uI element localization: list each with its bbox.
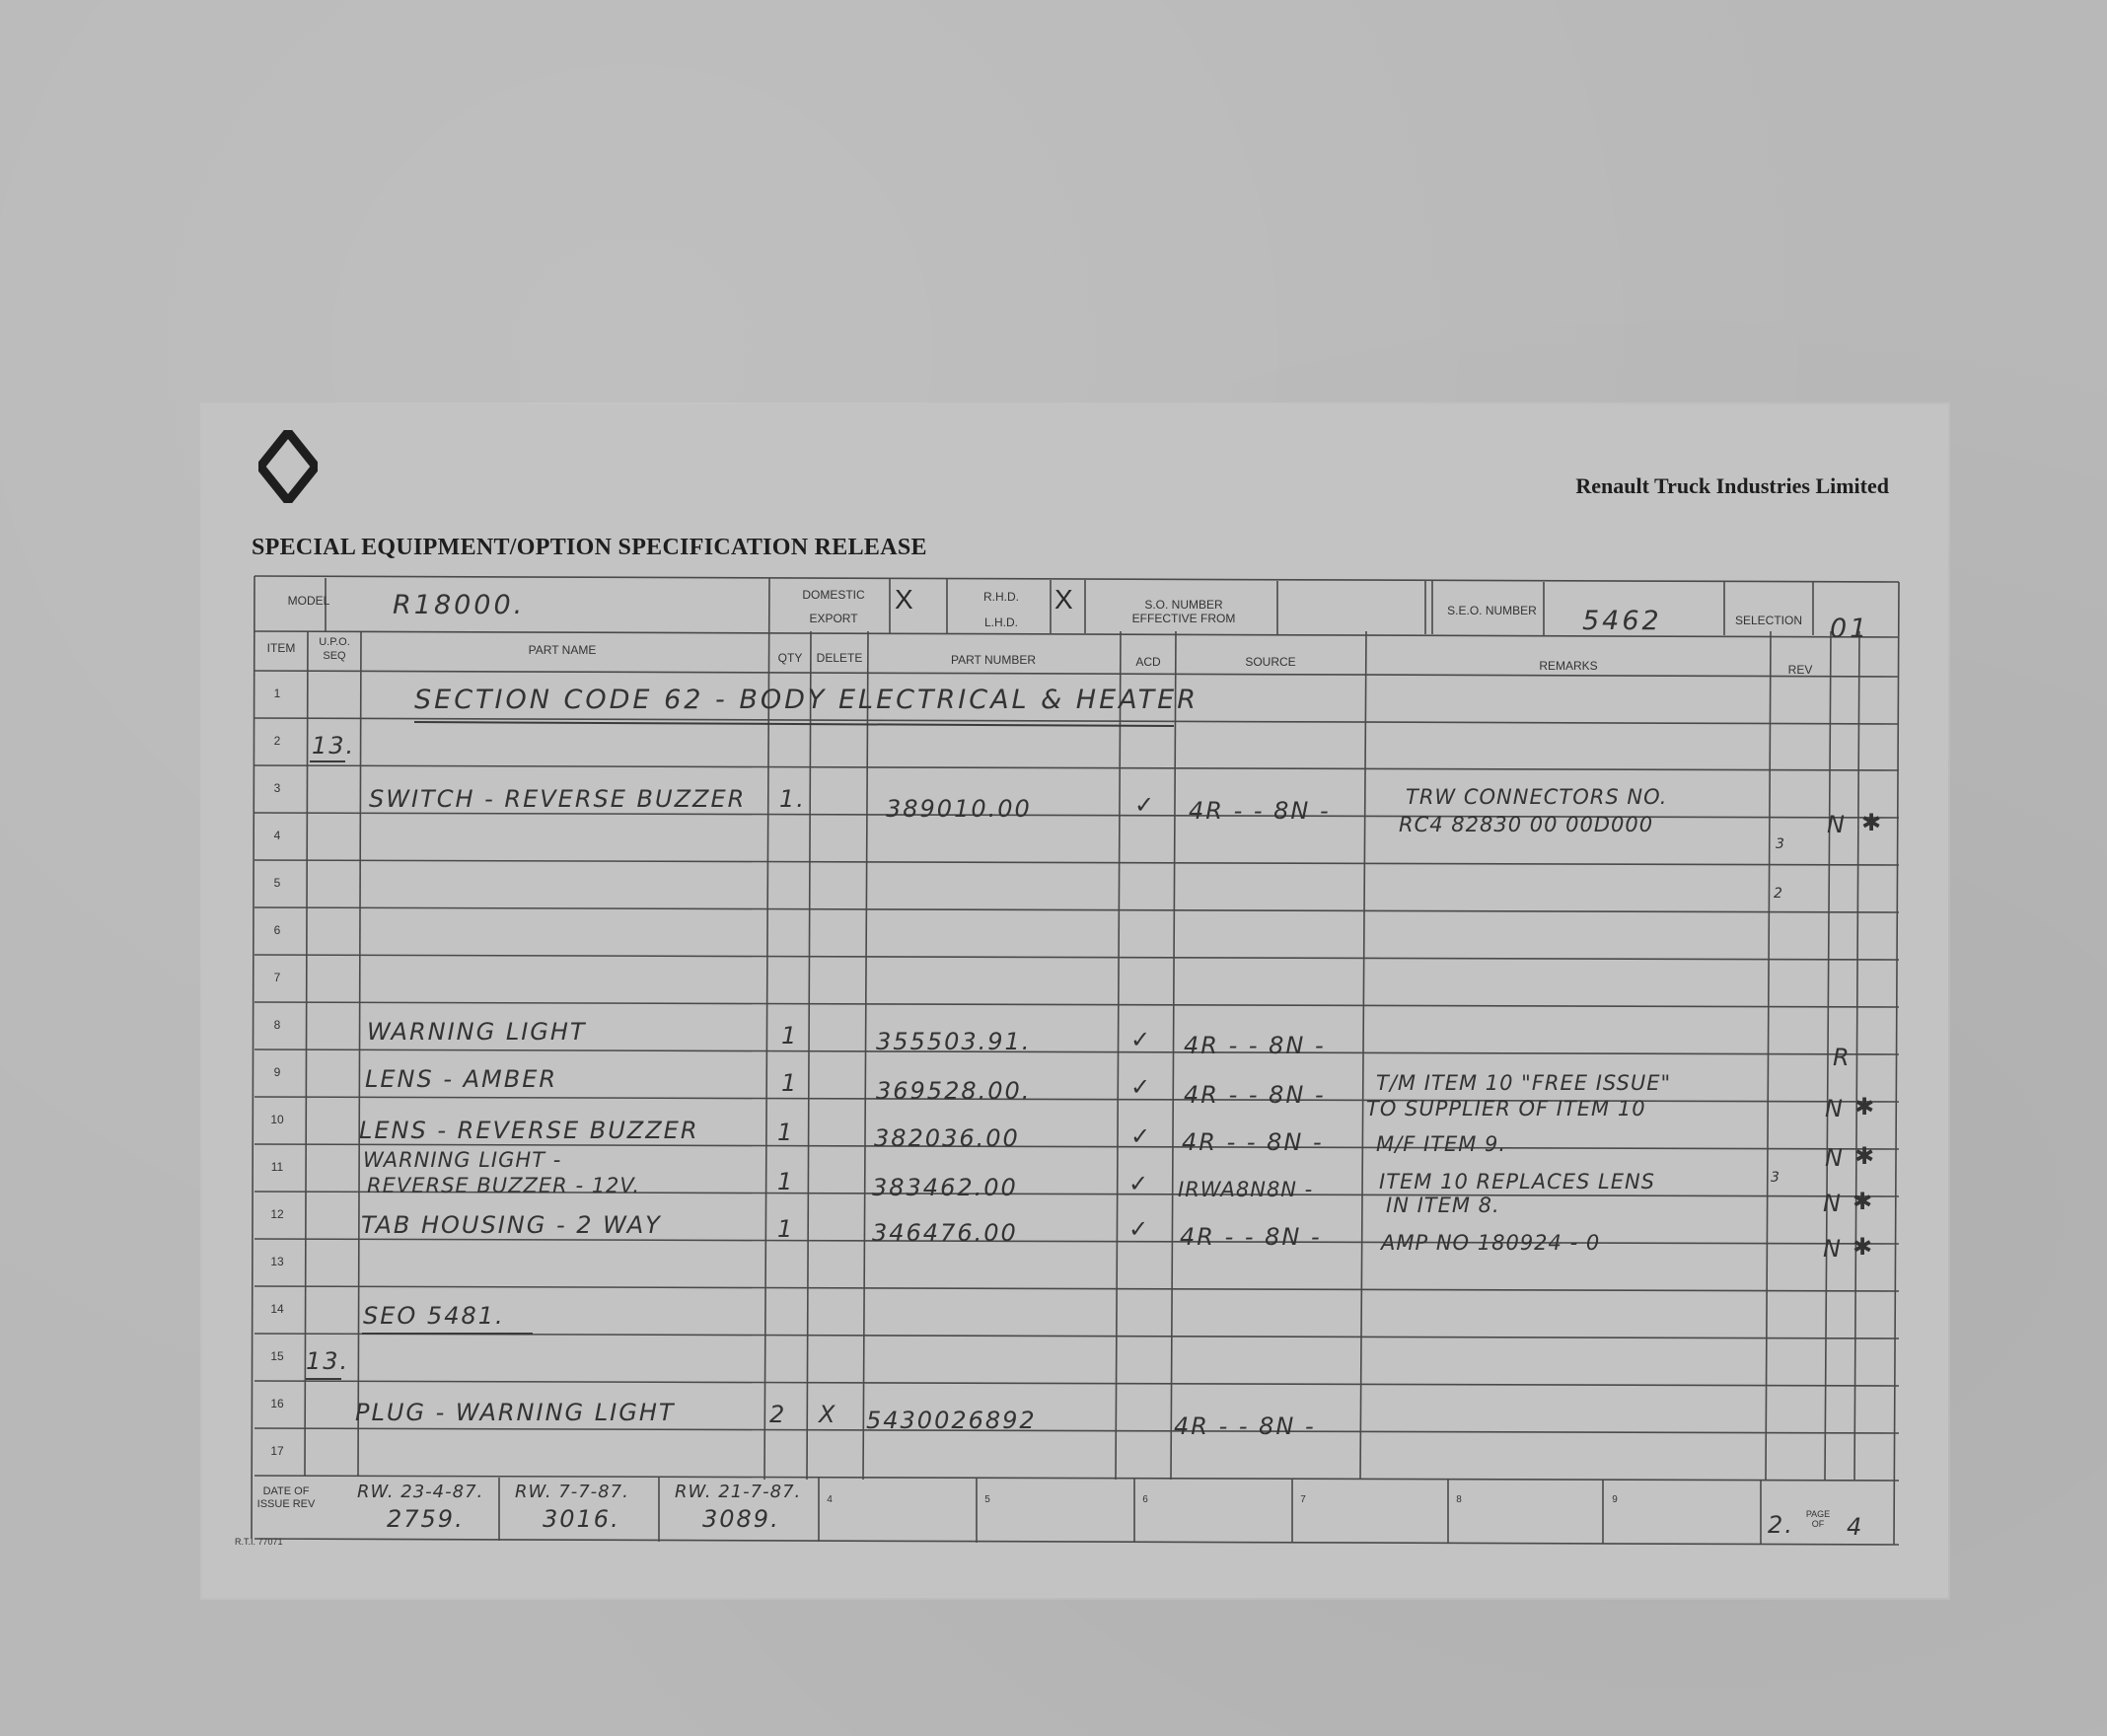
part-number-value: 355503.91. [876,1028,1032,1055]
qty-value: 1 [777,1215,795,1243]
source-value: 4R - - 8N - [1189,797,1331,825]
col-qty: QTY [777,651,803,665]
remarks-value: IN ITEM 8. [1386,1194,1500,1217]
part-name: LENS - AMBER [365,1065,558,1093]
remarks-value: AMP NO 180924 - 0 [1381,1231,1601,1255]
row-number: 15 [270,1349,284,1363]
label-domestic: DOMESTIC [802,588,865,602]
row-number: 13 [270,1255,284,1268]
star-mark: ✱ [1853,1188,1875,1215]
slot-number: 9 [1612,1494,1618,1505]
part-number-value: 346476.00 [872,1219,1018,1247]
acd-check: ✓ [1128,1215,1151,1243]
qty-value: 2 [769,1401,787,1428]
qty-value: 1. [779,785,806,813]
qty-value: 1 [781,1069,799,1097]
slot-number: 8 [1456,1494,1462,1505]
star-mark: ✱ [1854,1142,1877,1170]
acd-check: ✓ [1134,791,1157,819]
source-value: 4R - - 8N - [1184,1081,1326,1109]
source-value: 4R - - 8N - [1182,1128,1324,1156]
label-lhd: L.H.D. [983,615,1018,629]
remarks-value: RC4 82830 00 00D000 [1399,813,1654,836]
qty-value: 1 [781,1022,799,1049]
part-number-value: 5430026892 [866,1407,1037,1434]
section-title: SECTION CODE 62 - BODY ELECTRICAL & HEATER [414,685,1199,715]
col-rev: REV [1787,663,1813,677]
col-acd: ACD [1135,655,1161,669]
form-code: R.T.I. 77071 [235,1537,283,1547]
rev-mark: 2 [1774,886,1783,902]
rev-flag-2: N [1823,1235,1843,1263]
part-name: PLUG - WARNING LIGHT [355,1399,676,1426]
col-part-name: PART NAME [528,643,597,657]
slot-number: 7 [1300,1494,1306,1505]
part-name: WARNING LIGHT - [363,1148,562,1172]
part-number-value: 383462.00 [872,1174,1018,1201]
col-upo-seq: U.P.O. SEQ [319,636,350,662]
rev1-number: 2759. [387,1505,465,1533]
star-mark: ✱ [1861,809,1884,836]
rev2-date: RW. 7-7-87. [515,1482,629,1502]
acd-check: ✓ [1130,1122,1153,1150]
row-number: 14 [270,1302,284,1316]
row-number: 7 [273,971,281,984]
acd-check: ✓ [1130,1073,1153,1101]
col-item: ITEM [266,641,296,655]
rev3-date: RW. 21-7-87. [675,1482,802,1502]
page-number: 2. [1768,1511,1794,1539]
label-page: PAGE [1805,1509,1831,1519]
rev-flag: N [1827,811,1847,838]
source-value: 4R - - 8N - [1174,1412,1316,1440]
acd-check: ✓ [1128,1170,1151,1197]
qty-value: 1 [777,1119,795,1146]
part-name: WARNING LIGHT [367,1018,587,1046]
label-export: EXPORT [809,612,858,625]
star-mark: ✱ [1854,1093,1877,1121]
label-date-of-issue: DATE OF ISSUE REV [256,1485,316,1510]
col-remarks: REMARKS [1539,659,1598,673]
remarks-value: TO SUPPLIER OF ITEM 10 [1366,1097,1646,1121]
label-effective-from: EFFECTIVE FROM [1131,612,1236,625]
part-name: SWITCH - REVERSE BUZZER [369,785,747,813]
slot-number: 6 [1142,1494,1148,1505]
seo-reference: SEO 5481. [363,1302,505,1330]
row-number: 9 [273,1065,281,1079]
row-number: 3 [273,781,281,795]
row-number: 6 [273,923,281,937]
row-number: 12 [270,1207,284,1221]
form-title: SPECIAL EQUIPMENT/OPTION SPECIFICATION RELEASE [252,535,927,560]
col-delete: DELETE [816,651,863,665]
col-source: SOURCE [1245,655,1296,669]
source-value: IRWA8N8N - [1178,1178,1314,1201]
rev3-number: 3089. [702,1505,780,1533]
label-seo-number: S.E.O. NUMBER [1447,604,1537,617]
remarks-value: ITEM 10 REPLACES LENS [1379,1170,1656,1194]
row-number: 2 [273,734,281,748]
rev2-number: 3016. [543,1505,620,1533]
value-selection: 01 [1830,614,1870,644]
value-seo-number: 5462 [1582,606,1662,636]
domestic-x-mark: X [895,584,913,615]
delete-x-mark: X [819,1401,837,1428]
value-model: R18000. [393,590,526,620]
part-number-value: 369528.00. [876,1077,1032,1105]
rev-flag: N [1823,1190,1843,1217]
row-number: 17 [270,1444,284,1458]
col-part-number: PART NUMBER [950,653,1036,667]
source-value: 4R - - 8N - [1184,1032,1326,1059]
label-model: MODEL [287,594,330,608]
part-name: REVERSE BUZZER - 12V. [367,1174,641,1197]
row-number: 1 [273,687,281,700]
part-name: LENS - REVERSE BUZZER [359,1117,699,1144]
star-mark-2: ✱ [1853,1233,1875,1261]
remarks-value: M/F ITEM 9. [1376,1132,1507,1156]
row-number: 5 [273,876,281,890]
part-name: TAB HOUSING - 2 WAY [361,1211,662,1239]
qty-value: 1 [777,1168,795,1195]
company-name: Renault Truck Industries Limited [1575,473,1889,498]
upo-seq-value: 13. [312,732,356,760]
remarks-value: TRW CONNECTORS NO. [1406,785,1668,809]
row-number: 10 [270,1113,284,1126]
part-number-value: 389010.00 [886,795,1032,823]
rev-flag: N [1825,1095,1845,1122]
part-number-value: 382036.00 [874,1124,1020,1152]
label-selection: SELECTION [1734,614,1802,627]
rev1-date: RW. 23-4-87. [357,1482,484,1502]
source-value: 4R - - 8N - [1180,1223,1322,1251]
row-number: 8 [273,1018,281,1032]
row-number: 11 [270,1160,284,1174]
rev-flag: R [1833,1044,1852,1071]
slot-number: 5 [984,1494,990,1505]
rev-flag: N [1825,1144,1845,1172]
acd-check: ✓ [1130,1026,1153,1053]
rhd-x-mark: X [1054,584,1073,615]
label-so-number: S.O. NUMBER [1144,598,1223,612]
remarks-value: T/M ITEM 10 "FREE ISSUE" [1376,1071,1672,1095]
page-total: 4 [1847,1513,1864,1541]
label-rhd: R.H.D. [983,590,1019,604]
rev-mark: 3 [1776,836,1785,852]
rev-mark: 3 [1771,1170,1780,1186]
slot-number: 4 [827,1494,833,1505]
row-number: 16 [270,1397,284,1410]
row-number: 4 [273,829,281,842]
upo-seq-value: 13. [306,1347,350,1375]
label-of: OF [1811,1519,1825,1529]
